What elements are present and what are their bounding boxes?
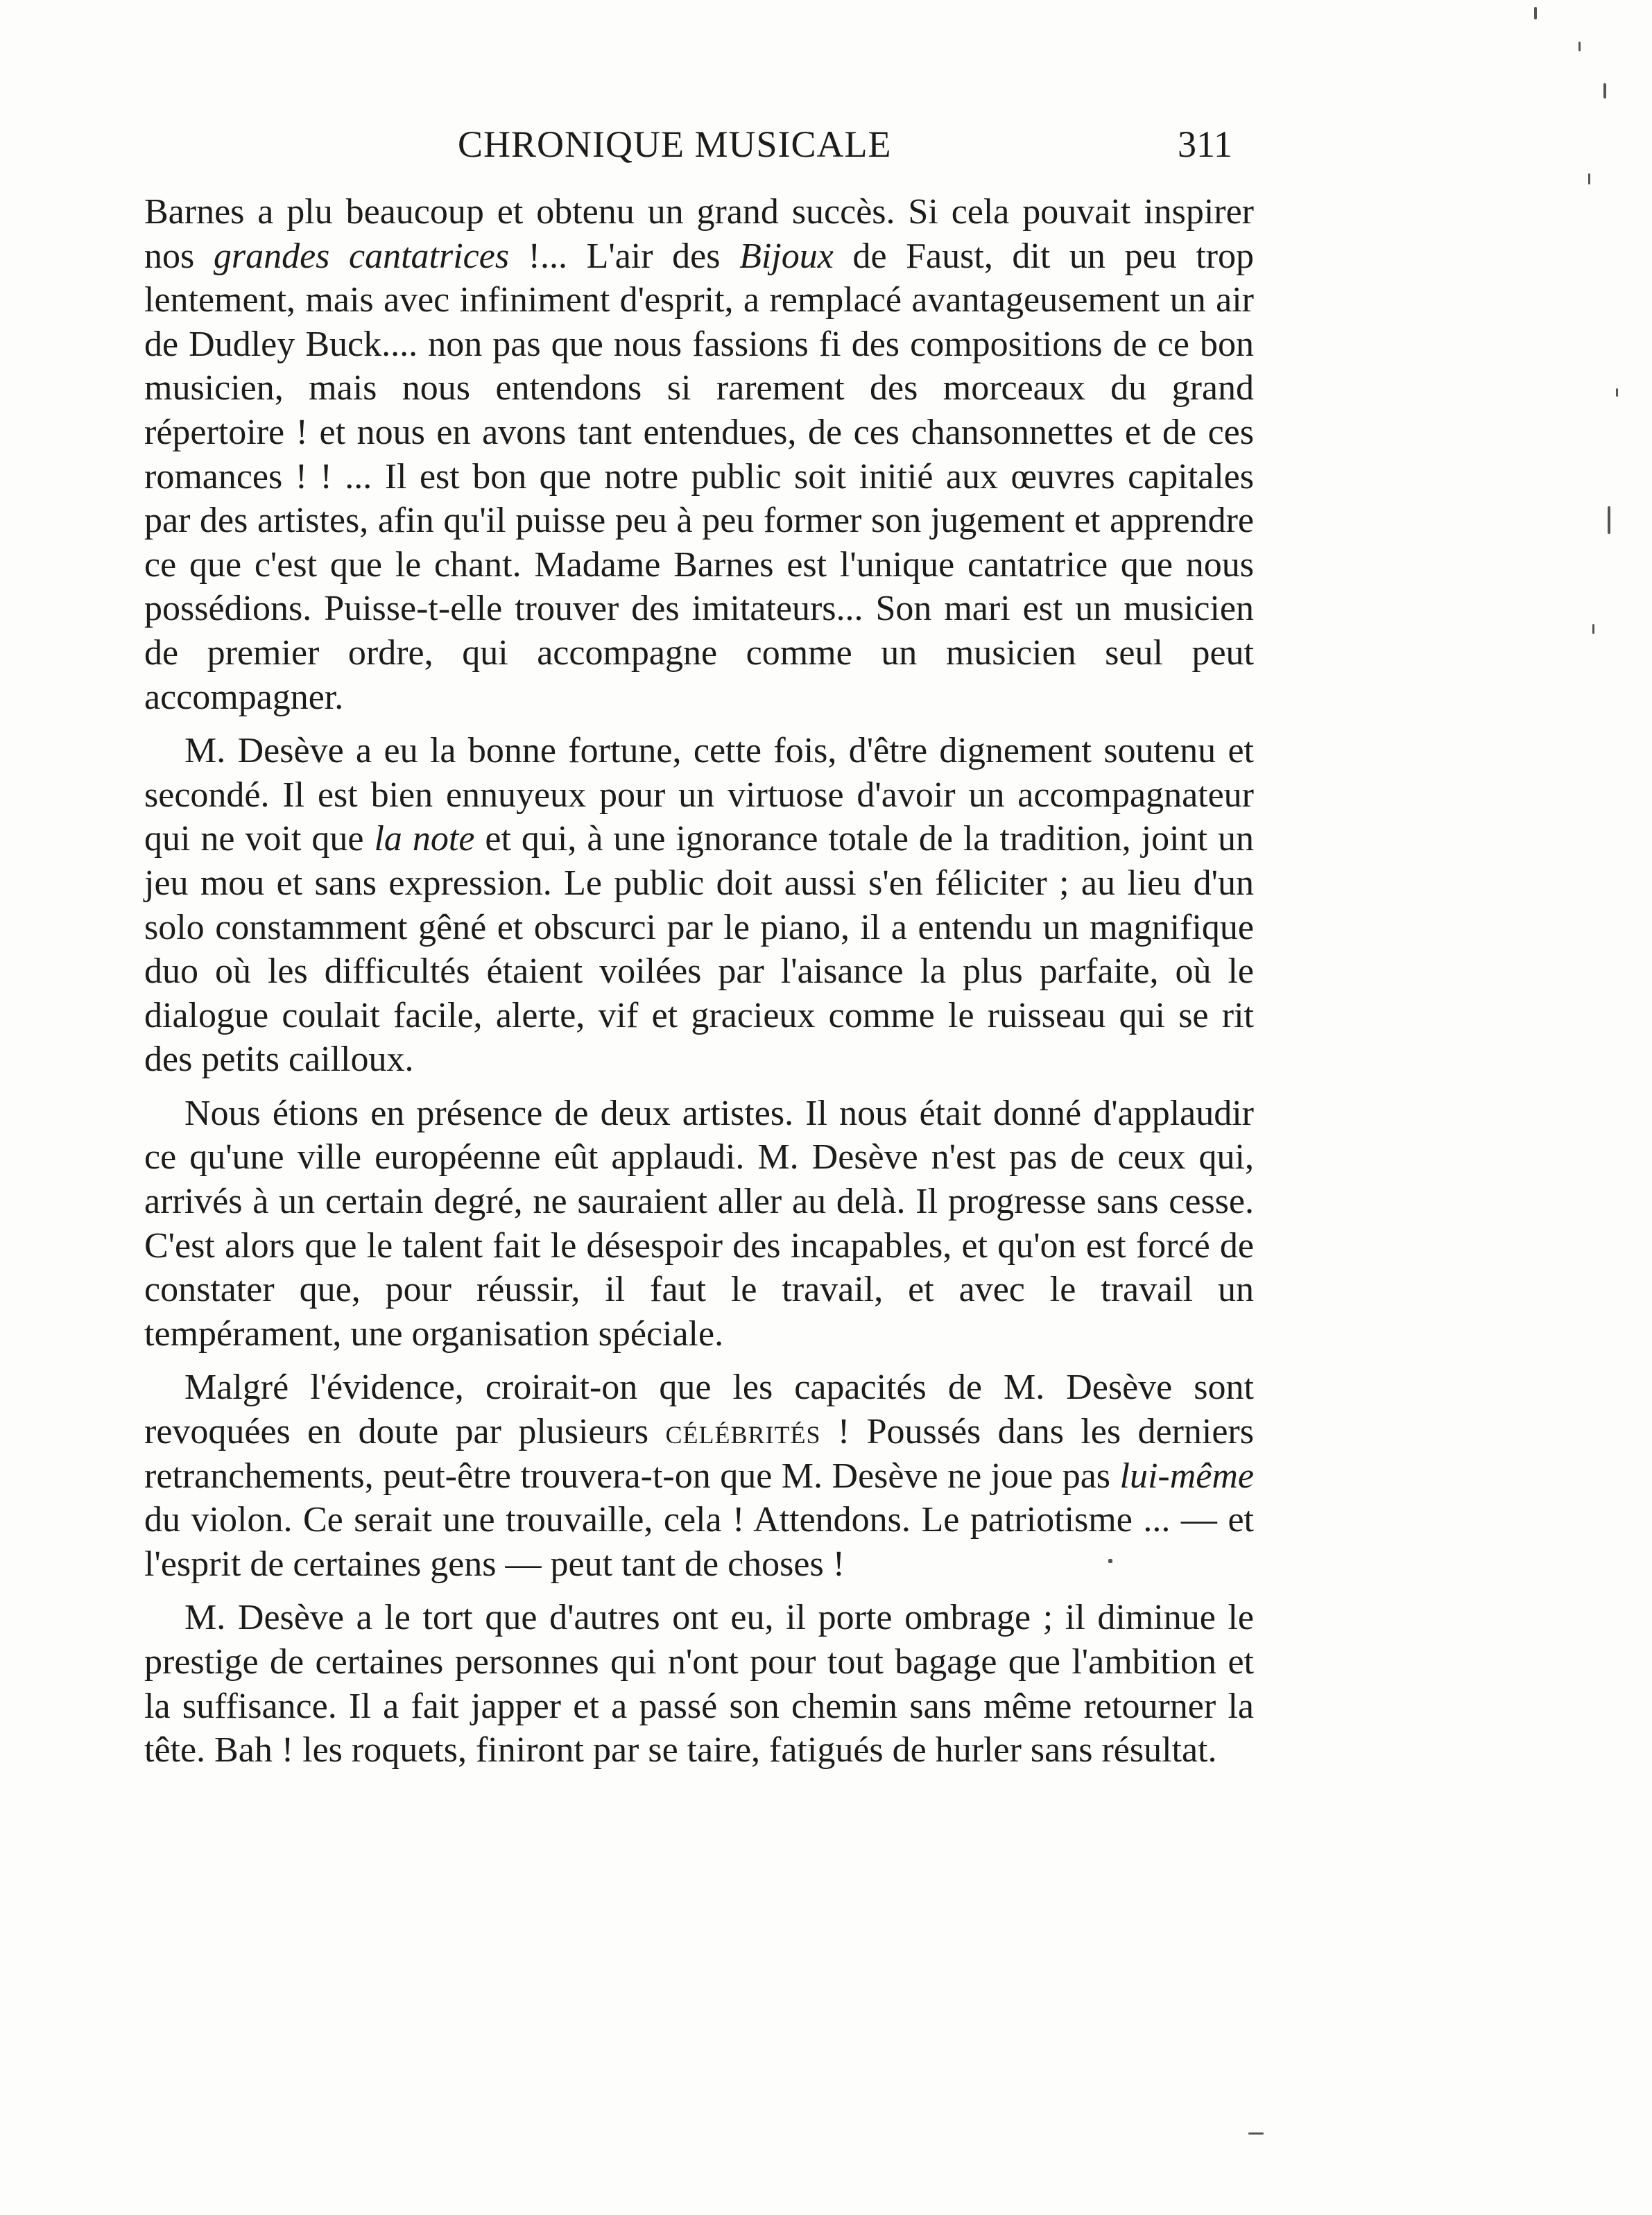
text-run: et qui, à une ignorance totale de la tradition, joint un jeu mou et sans expression. Le public doit aussi s'en féliciter ; au lieu d'un solo constamment gêné et obscurci par le piano, il a entendu un magnifique duo où les difficultés étaient voilées par l'aisance la plus parfaite, où le dialogue coulait facile, alerte, vif et gracieux comme le ruisseau qui se rit des petits cailloux. (144, 819, 1254, 1080)
speck (1108, 1559, 1112, 1563)
speck (1592, 624, 1594, 634)
paragraph (144, 1092, 1254, 1356)
paragraph (144, 1596, 1254, 1772)
running-title: CHRONIQUE MUSICALE (458, 123, 892, 165)
paragraph (144, 729, 1254, 1082)
text-run: ! Poussés dans les derniers retranchements, peut-être trouvera-t-on que M. Desève ne joue pas (144, 1412, 1254, 1496)
speck (1534, 7, 1537, 19)
italic-run: Bijoux (739, 236, 834, 276)
text-run: M. Desève a le tort que d'autres ont eu, il porte ombrage ; il diminue le prestige de certaines personnes qui n'ont pour tout bagage que l'ambition et la suffisance. Il a fait japper et a passé son chemin sans même retourner la tête. Bah ! les roquets, finiront par se taire, fatigués de hurler sans résultat. (144, 1598, 1254, 1770)
speck (1578, 42, 1581, 51)
smallcaps-run: célébrités (665, 1412, 821, 1452)
italic-run: grandes cantatrices (213, 236, 510, 276)
paragraph (144, 190, 1254, 719)
text-run: !... L'air des (509, 236, 740, 276)
text-run: de Faust, dit un peu trop lentement, mais avec infiniment d'esprit, a remplacé avantageusement un air de Dudley Buck.... non pas que nous fassions fi des compositions de ce bon musicien, mais nous entendons si rarement des morceaux du grand répertoire ! et nous en avons tant entendues, de ces chansonnettes et de ces romances ! ! ... Il est bon que notre public soit initié aux œuvres capitales par des artistes, afin qu'il puisse peu à peu former son jugement et apprendre ce que c'est que le chant. Madame Barnes est l'unique cantatrice que nous possédions. Puisse-t-elle trouver des imitateurs... Son mari est un musicien de premier ordre, qui accompagne comme un musicien seul peut accompagner. (144, 236, 1254, 717)
text-run: Malgré l'évidence, croirait-on que les capacités de M. Desève sont revoquées en doute par plusieurs (144, 1368, 1254, 1452)
text-run: Barnes a plu beaucoup et obtenu un grand succès. Si cela pouvait inspirer nos (144, 192, 1254, 276)
italic-run: lui-même (1119, 1456, 1254, 1496)
speck (1616, 388, 1618, 397)
paragraph (144, 1365, 1254, 1586)
text-run: Nous étions en présence de deux artistes. Il nous était donné d'applaudir ce qu'une ville européenne eût applaudi. M. Desève n'est pas de ceux qui, arrivés à un certain degré, ne sauraient aller au delà. Il progresse sans cesse. C'est alors que le talent fait le désespoir des incapables, et qu'on est forcé de constater que, pour réussir, il faut le travail, et avec le travail un tempérament, une organisation spéciale. (144, 1093, 1254, 1354)
body-text (144, 190, 1254, 1773)
running-head (0, 117, 1652, 172)
page-number: 311 (1178, 123, 1232, 165)
italic-run: la note (374, 819, 475, 859)
text-run: du violon. Ce serait une trouvaille, cela ! Attendons. Le patriotisme ... — et l'esprit de certaines gens — peut tant de choses ! (144, 1500, 1254, 1584)
text-run: M. Desève a eu la bonne fortune, cette fois, d'être dignement soutenu et secondé. Il est bien ennuyeux pour un virtuose d'avoir un accompagnateur qui ne voit que (144, 731, 1254, 859)
speck (1608, 506, 1610, 534)
speck (1603, 83, 1606, 98)
speck (1588, 173, 1590, 184)
speck (1248, 2132, 1264, 2135)
